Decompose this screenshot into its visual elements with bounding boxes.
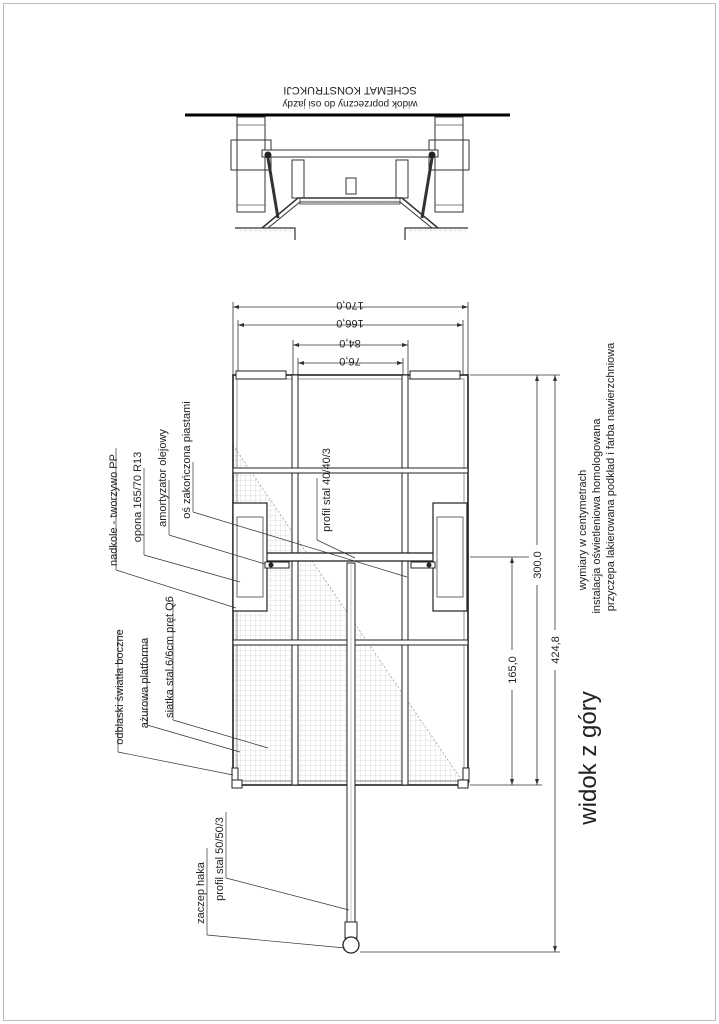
cross-section-schematic [185,115,510,240]
dimension-424: 424,8 [550,636,562,664]
note-units: wymiary w centymetrach [577,469,589,591]
label-mesh: siatka stal.6/6cm pręt Q6 [164,596,176,718]
view-title: widok z góry [575,691,602,825]
schematic-subtitle: widok poprzeczny do osi jazdy [282,98,418,109]
dimension-300: 300,0 [532,551,544,579]
left-fender [233,503,267,611]
right-fender [433,503,467,611]
dimension-165: 165,0 [507,656,519,684]
label-fender: nadkole - tworzywo PP [108,454,120,566]
label-axle: oś zakończona piastami [181,401,193,519]
dimension-166: 166,0 [336,317,364,329]
label-profile-40: profil stal 40/40/3 [321,448,333,532]
label-profile-50: profil stal 50/50/3 [214,817,226,901]
label-platform: ażurowa platforma [139,637,151,729]
dimension-170: 170,0 [336,299,364,311]
label-shock-absorber: amortyzator olejowy [157,429,169,527]
right-dimension-lines [360,375,560,952]
note-paint: przyczepa lakierowana podkład i farba nawierzchniowa [605,342,617,612]
dimension-76: 76,0 [339,355,361,367]
label-tire: opona 165/70 R13 [132,451,144,543]
hitch-ring [343,937,359,953]
label-reflectors: odblaski światła boczne [114,629,126,745]
note-lighting: instalacja oświetleniowa homologowana [591,418,603,614]
dimension-84: 84,0 [339,337,361,349]
schematic-title: SCHEMAT KONSTRUKCJI [283,84,417,96]
trailer-top-view [232,371,469,953]
label-hitch: zaczep haka [195,862,207,924]
